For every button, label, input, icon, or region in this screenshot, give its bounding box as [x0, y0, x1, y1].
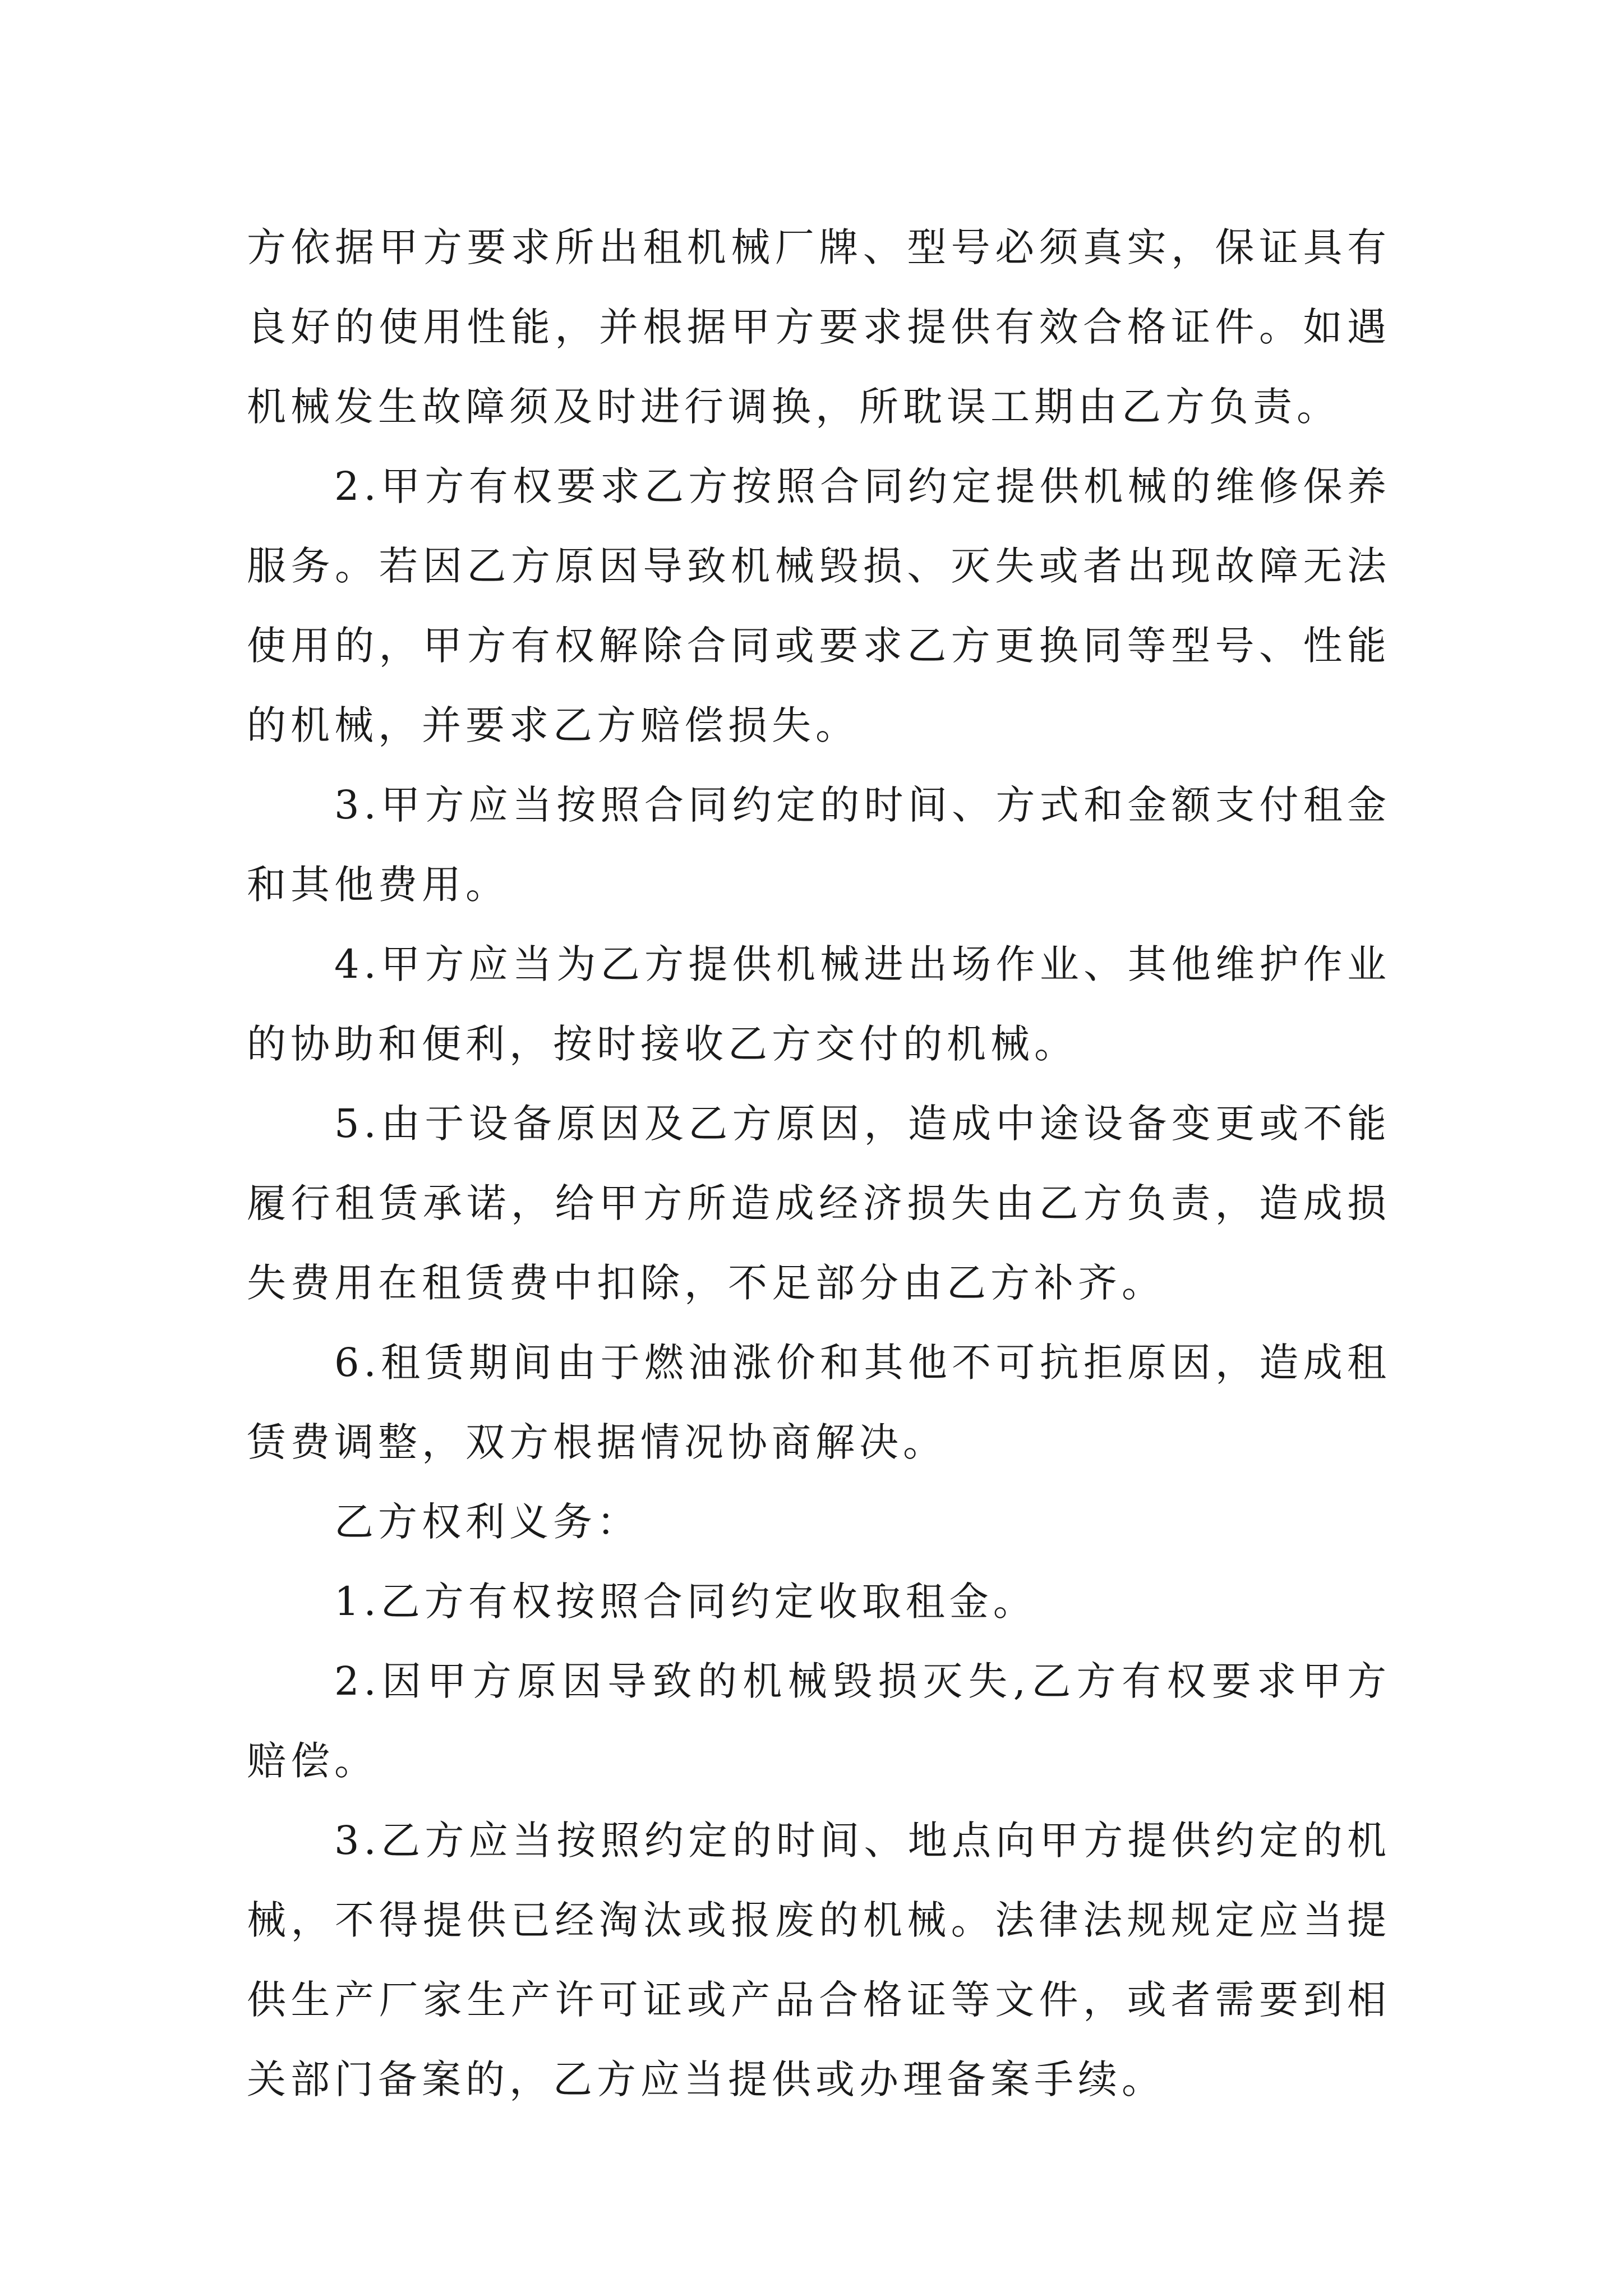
- paragraph-party-b-item-2: 2.因甲方原因导致的机械毁损灭失,乙方有权要求甲方赔偿。: [247, 1658, 1391, 1784]
- paragraph-continuation: 方依据甲方要求所出租机械厂牌、型号必须真实，保证具有良好的使用性能，并根据甲方要求提供有效合格证件。如遇机械发生故障须及时进行调换，所耽误工期由乙方负责。: [247, 224, 1391, 430]
- paragraph-party-a-item-2: 2.甲方有权要求乙方按照合同约定提供机械的维修保养服务。若因乙方原因导致机械毁损、灭失或者出现故障无法使用的，甲方有权解除合同或要求乙方更换同等型号、性能的机械，并要求乙方赔偿损失。: [247, 463, 1391, 748]
- section-heading-party-b: 乙方权利义务：: [334, 1499, 640, 1545]
- paragraph-party-b-item-1: 1.乙方有权按照合同约定收取租金。: [334, 1579, 1037, 1625]
- document-body: [247, 208, 1391, 2119]
- paragraph-party-b-item-3: 3.乙方应当按照约定的时间、地点向甲方提供约定的机械，不得提供已经淘汰或报废的机械。法律法规规定应当提供生产厂家生产许可证或产品合格证等文件，或者需要到相关部门备案的，乙方应当提供或办理备案手续。: [247, 1818, 1391, 2102]
- paragraph-party-a-item-3: 3.甲方应当按照合同约定的时间、方式和金额支付租金和其他费用。: [247, 782, 1391, 908]
- paragraph-party-a-item-4: 4.甲方应当为乙方提供机械进出场作业、其他维护作业的协助和便利，按时接收乙方交付的机械。: [247, 941, 1391, 1067]
- paragraph-party-a-item-6: 6.租赁期间由于燃油涨价和其他不可抗拒原因，造成租赁费调整，双方根据情况协商解决。: [247, 1340, 1391, 1465]
- paragraph-party-a-item-5: 5.由于设备原因及乙方原因，造成中途设备变更或不能履行租赁承诺，给甲方所造成经济损失由乙方负责，造成损失费用在租赁费中扣除，不足部分由乙方补齐。: [247, 1101, 1391, 1306]
